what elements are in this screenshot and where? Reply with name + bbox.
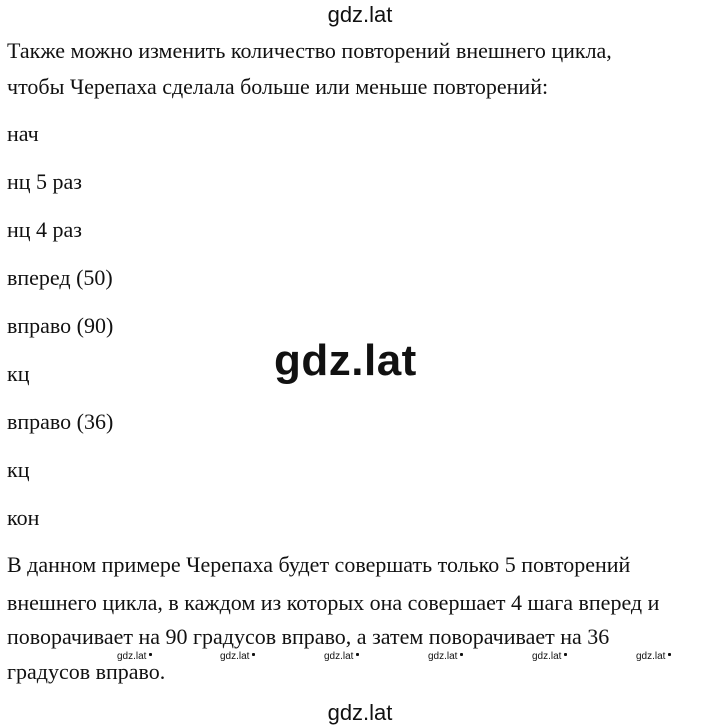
watermark-bottom: gdz.lat	[327, 700, 393, 725]
dot-icon	[460, 653, 463, 656]
watermark-small	[428, 651, 463, 663]
watermark-small-text: gdz.lat	[117, 651, 147, 662]
dot-icon	[564, 653, 567, 656]
dot-icon	[149, 653, 152, 656]
code-line: нц 4 раз	[7, 217, 83, 242]
watermark-small-text: gdz.lat	[636, 651, 666, 662]
watermark-small-text: gdz.lat	[532, 651, 562, 662]
watermark-small	[220, 651, 255, 663]
watermark-small	[117, 651, 152, 663]
watermark-small-text: gdz.lat	[428, 651, 458, 662]
dot-icon	[668, 653, 671, 656]
code-line: нц 5 раз	[7, 169, 83, 194]
watermark-small	[532, 651, 567, 663]
watermark-center: gdz.lat	[274, 336, 417, 385]
code-line: вперед (50)	[7, 265, 113, 290]
watermark-small	[324, 651, 359, 663]
explanation-line: градусов вправо.	[7, 659, 166, 684]
intro-line: Также можно изменить количество повторений внешнего цикла,	[7, 38, 612, 63]
explanation-line: внешнего цикла, в каждом из которых она совершает 4 шага вперед и	[7, 590, 660, 615]
watermark-small-text: gdz.lat	[324, 651, 354, 662]
code-line: вправо (90)	[7, 313, 114, 338]
dot-icon	[252, 653, 255, 656]
explanation-line: поворачивает на 90 градусов вправо, а затем поворачивает на 36	[7, 624, 610, 649]
code-line: кц	[7, 457, 30, 482]
watermark-small	[636, 651, 671, 663]
watermark-small-text: gdz.lat	[220, 651, 250, 662]
watermark-top: gdz.lat	[327, 2, 393, 27]
code-line: кон	[7, 505, 40, 530]
code-line: нач	[7, 121, 39, 146]
code-line: вправо (36)	[7, 409, 114, 434]
explanation-line: В данном примере Черепаха будет совершать только 5 повторений	[7, 552, 631, 577]
code-line: кц	[7, 361, 30, 386]
dot-icon	[356, 653, 359, 656]
intro-line: чтобы Черепаха сделала больше или меньше повторений:	[7, 74, 549, 99]
